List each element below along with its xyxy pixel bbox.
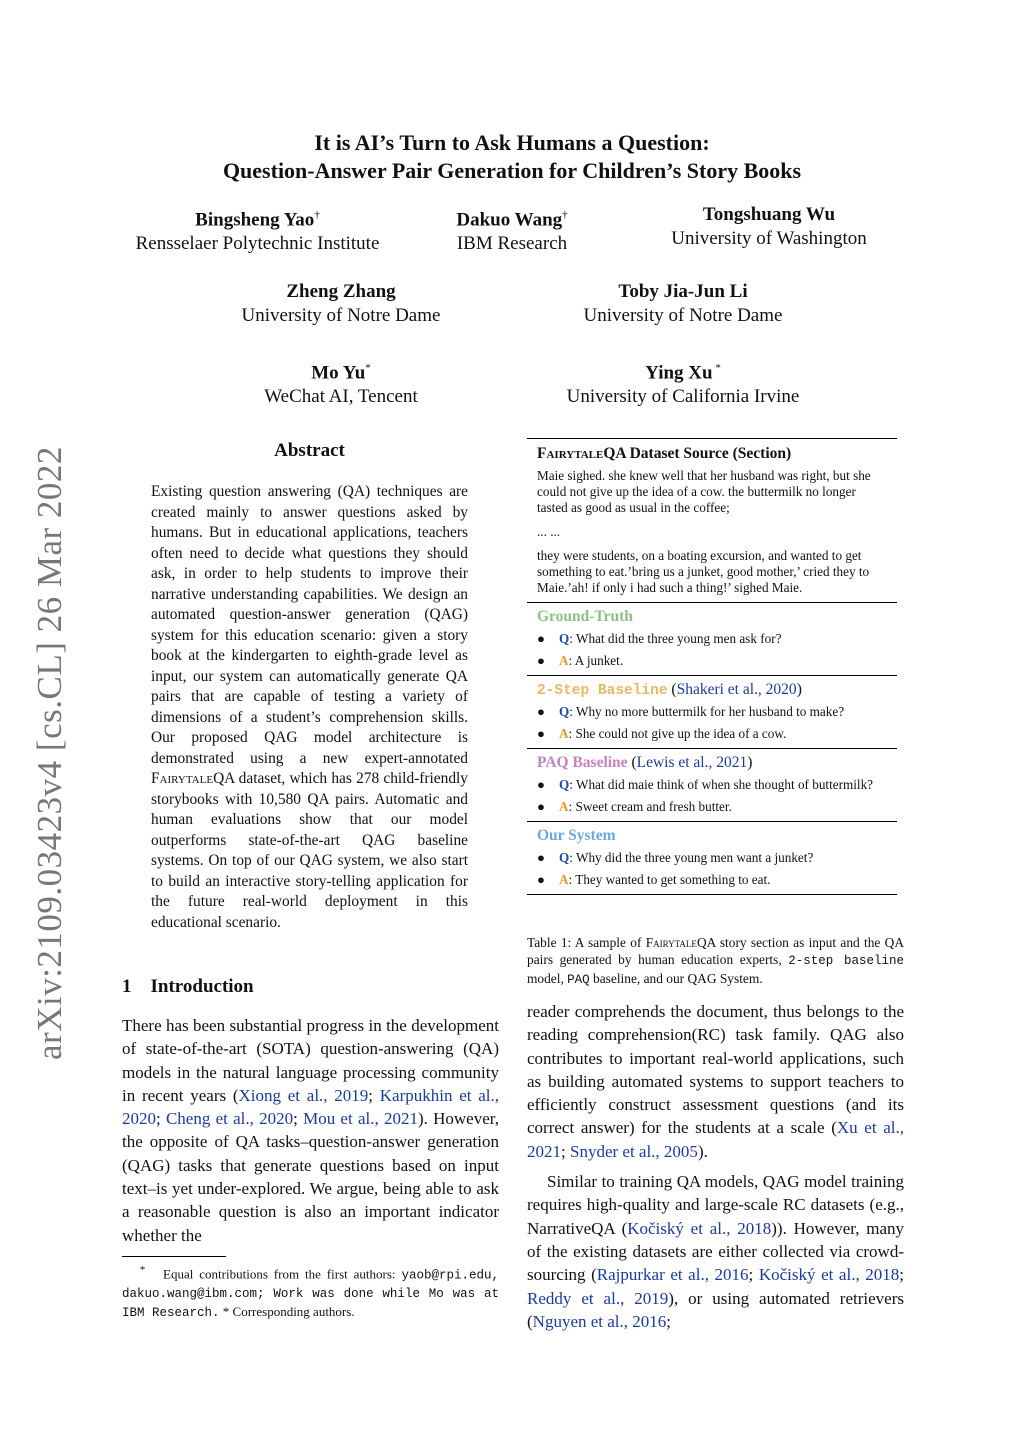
body-text: ). bbox=[697, 1141, 708, 1161]
author-block bbox=[200, 280, 482, 328]
author-name: Mo Yu bbox=[311, 362, 366, 384]
citation-link[interactable]: Kočiský et al., 2018 bbox=[627, 1218, 772, 1238]
caption-mono: PAQ bbox=[567, 973, 590, 987]
author-name: Tongshuang Wu bbox=[702, 204, 836, 225]
caption-text: model, bbox=[527, 971, 568, 986]
citation-link[interactable]: Mou et al., 2021 bbox=[303, 1109, 418, 1129]
a-marker: A bbox=[559, 872, 569, 887]
section-title: Introduction bbox=[150, 976, 254, 997]
bullet-icon: ● bbox=[537, 726, 545, 741]
colon: : bbox=[569, 850, 576, 865]
caption-mono: 2-step baseline bbox=[788, 954, 904, 968]
footnote bbox=[122, 1262, 499, 1322]
ground-truth-label: Ground-Truth bbox=[537, 608, 633, 625]
colon: : bbox=[569, 777, 576, 792]
bullet-icon: ● bbox=[537, 777, 545, 792]
paren: ( bbox=[667, 681, 677, 698]
footnote-mark: * bbox=[139, 1264, 146, 1276]
a-marker: A bbox=[559, 799, 569, 814]
arxiv-identifier: arXiv:2109.03423v4 [cs.CL] 26 Mar 2022 bbox=[30, 446, 69, 1060]
body-text: Similar to training QA models, QAG model training requires high-quality and large-scale RC datasets (e.g., NarrativeQA ( bbox=[527, 1172, 904, 1238]
intro-text: ). However, the opposite of QA tasks–question-answer generation (QAG) tasks that generate questions based on input text–is yet under-explored. We argue, being able to ask a reasonable question is also an important indicator whether the bbox=[122, 1109, 499, 1245]
table-caption bbox=[527, 934, 904, 989]
two-step-header bbox=[527, 676, 897, 701]
qa-answer bbox=[527, 723, 897, 748]
citation-link[interactable]: Nguyen et al., 2016 bbox=[532, 1311, 667, 1331]
sep: ; bbox=[748, 1265, 759, 1285]
abstract-text-a: Existing question answering (QA) techniques are created mainly to answer questions asked by humans. But in educational applications, teachers often need to decide what questions they should ask, in order to help students to improve their narrative understanding capabilities. We design an automated question-answer generation (QAG) system for this education scenario: given a story book at the kindergarten to eighth-grade level as input, our system can automatically generate QA pairs that are capable of testing a variety of dimensions of a student’s comprehension skills. Our proposed QAG model architecture is demonstrated using a new expert-annotated bbox=[151, 483, 468, 767]
body-text: )). However, many of the existing datasets are either collected via crowd-sourcing ( bbox=[527, 1218, 905, 1285]
fairytale-smallcaps: Fairytale bbox=[645, 935, 697, 950]
citation-link[interactable]: Reddy et al., 2019 bbox=[527, 1288, 669, 1308]
caption-text: baseline, and our QAG System. bbox=[589, 971, 763, 986]
source-text-2: they were students, on a boating excursion, and wanted to get something to eat.’bring us a junket, good mother,’ cried they to Maie.’ah! if only i had such a thing!’ sighed Maie. bbox=[537, 548, 870, 595]
right-column-text bbox=[527, 1000, 904, 1333]
qa-answer bbox=[527, 869, 897, 894]
bullet-icon: ● bbox=[537, 704, 545, 719]
sep: ; bbox=[561, 1141, 570, 1161]
bullet-icon: ● bbox=[537, 653, 545, 668]
abstract-text-b: QA dataset, which has 278 child-friendly storybooks with 10,580 QA pairs. Automatic and human evaluations show that our model outperforms state-of-the-art QAG baseline systems. On top of our QAG system, we also start to build an interactive story-telling application for the future real-world deployment in this educational scenario. bbox=[151, 770, 468, 931]
author-affiliation: University of Washington bbox=[671, 228, 867, 249]
citation-link[interactable]: Xu et al., 2021 bbox=[527, 1118, 904, 1161]
fairytale-smallcaps: Fairytale bbox=[537, 445, 604, 462]
author-name: Zheng Zhang bbox=[286, 281, 396, 302]
sep: ; bbox=[368, 1085, 380, 1105]
author-block bbox=[545, 280, 821, 328]
two-step-label: 2-Step Baseline bbox=[537, 683, 668, 699]
citation-link[interactable]: Snyder et al., 2005 bbox=[569, 1141, 698, 1161]
citation-link[interactable]: Rajpurkar et al., 2016 bbox=[596, 1265, 749, 1285]
abstract-heading: Abstract bbox=[274, 440, 345, 461]
qa-question bbox=[527, 774, 897, 796]
footnote-text: * Corresponding authors. bbox=[219, 1304, 355, 1320]
body-text: ), or using automated retrievers ( bbox=[527, 1288, 904, 1331]
paq-header bbox=[527, 749, 897, 774]
citation-link[interactable]: Lewis et al., 2021 bbox=[636, 754, 748, 771]
qa-question bbox=[527, 847, 897, 869]
footnote-rule bbox=[122, 1256, 226, 1257]
intro-text: There has been substantial progress in the development of state-of-the-art (SOTA) question-answering (QA) models in the natural language processing community in recent years ( bbox=[122, 1016, 499, 1105]
author-mark: * bbox=[365, 362, 371, 374]
colon: : bbox=[568, 653, 575, 668]
q-marker: Q bbox=[559, 631, 570, 646]
section-number: 1 bbox=[122, 976, 132, 997]
bullet-icon: ● bbox=[537, 631, 545, 646]
question-text: What did maie think of when she thought of buttermilk? bbox=[576, 777, 874, 792]
fairytale-smallcaps: Fairytale bbox=[151, 770, 214, 787]
colon: : bbox=[568, 726, 576, 741]
q-marker: Q bbox=[559, 704, 570, 719]
our-system-label: Our System bbox=[537, 827, 616, 844]
author-affiliation: Rensselaer Polytechnic Institute bbox=[135, 233, 380, 255]
source-text-1: Maie sighed. she knew well that her husband was right, but she could not give up the idea of a cow. the buttermilk no longer tasted as good as usual in the coffee; bbox=[537, 468, 871, 515]
colon: : bbox=[568, 799, 576, 814]
author-affiliation: WeChat AI, Tencent bbox=[264, 386, 418, 408]
sep: ; bbox=[899, 1265, 904, 1285]
answer-text: She could not give up the idea of a cow. bbox=[575, 726, 787, 741]
citation-link[interactable]: Karpukhin et al., 2020 bbox=[122, 1085, 499, 1129]
a-marker: A bbox=[559, 653, 569, 668]
citation-link[interactable]: Xiong et al., 2019 bbox=[238, 1085, 369, 1105]
a-marker: A bbox=[559, 726, 569, 741]
answer-text: Sweet cream and fresh butter. bbox=[575, 799, 732, 814]
source-ellipsis: ... ... bbox=[537, 524, 561, 539]
body-text: reader comprehends the document, thus belongs to the reading comprehension(RC) task family. QAG also contributes to important real-world applications, such as building automated systems to support teachers to efficiently construct assessment questions (and its correct answer) for the students at a scale ( bbox=[527, 1002, 904, 1138]
author-affiliation: University of Notre Dame bbox=[241, 305, 441, 326]
author-affiliation: University of Notre Dame bbox=[583, 305, 783, 326]
author-block bbox=[220, 356, 462, 409]
citation-link[interactable]: Shakeri et al., 2020 bbox=[676, 681, 797, 698]
table-header bbox=[527, 439, 897, 466]
table-bottom-rule bbox=[527, 894, 897, 895]
colon: : bbox=[568, 872, 576, 887]
footnote-emails: yaob@rpi.edu, dakuo.wang@ibm.com; Work was done while Mo was at IBM Research. bbox=[122, 1268, 499, 1321]
intro-paragraph bbox=[122, 1014, 499, 1247]
question-text: What did the three young men ask for? bbox=[576, 631, 782, 646]
author-name: Dakuo Wang bbox=[456, 209, 563, 231]
author-mark: † bbox=[314, 209, 320, 221]
author-mark: † bbox=[562, 209, 568, 221]
author-name: Bingsheng Yao bbox=[195, 209, 315, 231]
author-block bbox=[110, 203, 405, 256]
citation-link[interactable]: Cheng et al., 2020 bbox=[165, 1109, 294, 1129]
author-affiliation: University of California Irvine bbox=[566, 386, 800, 408]
sep: ; bbox=[293, 1109, 304, 1129]
author-affiliation: IBM Research bbox=[456, 233, 568, 255]
footnote-text: Equal contributions from the first authors: bbox=[163, 1266, 402, 1282]
question-text: Why no more buttermilk for her husband to make? bbox=[576, 704, 845, 719]
author-block bbox=[640, 203, 898, 251]
author-block bbox=[540, 356, 826, 409]
paper-title-line-1: It is AI’s Turn to Ask Humans a Question: bbox=[314, 130, 710, 155]
answer-text: They wanted to get something to eat. bbox=[575, 872, 771, 887]
author-name: Ying Xu bbox=[645, 362, 713, 384]
paren: ( bbox=[627, 754, 637, 771]
author-name: Toby Jia-Jun Li bbox=[618, 281, 748, 302]
qa-answer bbox=[527, 650, 897, 675]
question-text: Why did the three young men want a junket? bbox=[576, 850, 814, 865]
paq-label: PAQ Baseline bbox=[537, 754, 628, 771]
caption-text: QA story section as input and the QA pairs generated by human education experts, bbox=[527, 935, 904, 967]
colon: : bbox=[569, 704, 576, 719]
qa-question bbox=[527, 628, 897, 650]
q-marker: Q bbox=[559, 777, 570, 792]
author-mark: * bbox=[712, 362, 721, 374]
bullet-icon: ● bbox=[537, 850, 545, 865]
author-block bbox=[412, 203, 612, 256]
bullet-icon: ● bbox=[537, 799, 545, 814]
qa-question bbox=[527, 701, 897, 723]
table-header-text: QA Dataset Source (Section) bbox=[603, 445, 792, 462]
paren: ) bbox=[796, 681, 802, 698]
section-heading bbox=[122, 976, 254, 998]
q-marker: Q bbox=[559, 850, 570, 865]
qa-answer bbox=[527, 796, 897, 821]
paragraph-2 bbox=[527, 1170, 904, 1333]
answer-text: A junket. bbox=[574, 653, 624, 668]
paren: ) bbox=[747, 754, 753, 771]
citation-link[interactable]: Kočiský et al., 2018 bbox=[758, 1265, 900, 1285]
bullet-icon: ● bbox=[537, 872, 545, 887]
body-text: ; bbox=[666, 1311, 672, 1331]
abstract-text bbox=[151, 482, 468, 933]
sep: ; bbox=[156, 1109, 166, 1129]
colon: : bbox=[569, 631, 576, 646]
caption-text: Table 1: A sample of bbox=[527, 935, 646, 950]
table-1 bbox=[527, 438, 897, 895]
paper-title-line-2: Question-Answer Pair Generation for Children’s Story Books bbox=[222, 158, 802, 183]
